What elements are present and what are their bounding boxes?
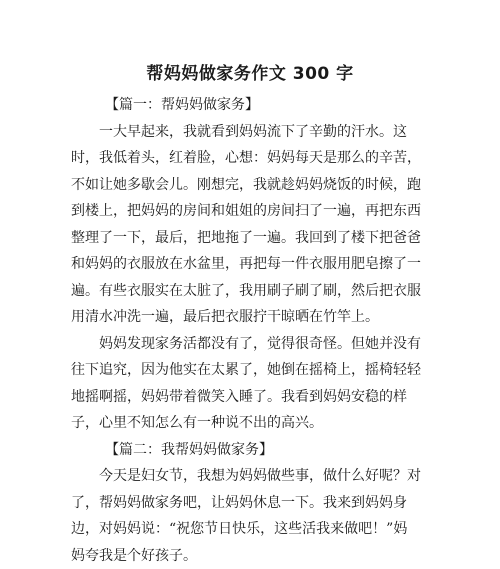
paragraph-1 [71, 119, 431, 331]
document-body [71, 92, 431, 569]
paragraph-line: 妈夸我是个好孩子。 [71, 543, 431, 569]
paragraph-line: 一大早起来，我就看到妈妈流下了辛勤的汗水。这 [99, 124, 407, 140]
paragraph-line: 到楼上，把妈妈的房间和姐姐的房间扫了一遍，再把东西 [71, 198, 431, 225]
section-heading-2: 【篇二：我帮妈妈做家务】 [71, 437, 431, 464]
paragraph-line: 今天是妇女节，我想为妈妈做些事，做什么好呢？对 [99, 468, 421, 484]
paragraph-line: 妈妈发现家务活都没有了，觉得很奇怪。但她并没有 [99, 336, 421, 352]
paragraph-line: 和妈妈的衣服放在水盆里，再把每一件衣服用肥皂擦了一 [71, 251, 431, 278]
section-heading-1: 【篇一：帮妈妈做家务】 [71, 92, 431, 119]
paragraph-line: 不如让她多歇会儿。刚想完，我就趁妈妈烧饭的时候，跑 [71, 172, 431, 199]
paragraph-line: 子，心里不知怎么有一种说不出的高兴。 [71, 410, 431, 437]
paragraph-line: 往下追究，因为他实在太累了，她倒在摇椅上，摇椅轻轻 [71, 357, 431, 384]
paragraph-line: 用清水冲洗一遍，最后把衣服拧干晾晒在竹竿上。 [71, 304, 431, 331]
paragraph-line: 遍。有些衣服实在太脏了，我用刷子刷了刷，然后把衣服 [71, 278, 431, 305]
paragraph-line: 边，对妈妈说：“祝您节日快乐，这些活我来做吧！”妈 [71, 516, 431, 543]
document-title: 帮妈妈做家务作文 300 字 [0, 62, 500, 86]
paragraph-line: 时，我低着头，红着脸，心想：妈妈每天是那么的辛苦， [71, 145, 431, 172]
paragraph-line: 地摇啊摇，妈妈带着微笑入睡了。我看到妈妈安稳的样 [71, 384, 431, 411]
paragraph-line: 了，帮妈妈做家务吧，让妈妈休息一下。我来到妈妈身 [71, 490, 431, 517]
paragraph-3 [71, 463, 431, 569]
paragraph-2 [71, 331, 431, 437]
paragraph-line: 整理了一下，最后，把地拖了一遍。我回到了楼下把爸爸 [71, 225, 431, 252]
